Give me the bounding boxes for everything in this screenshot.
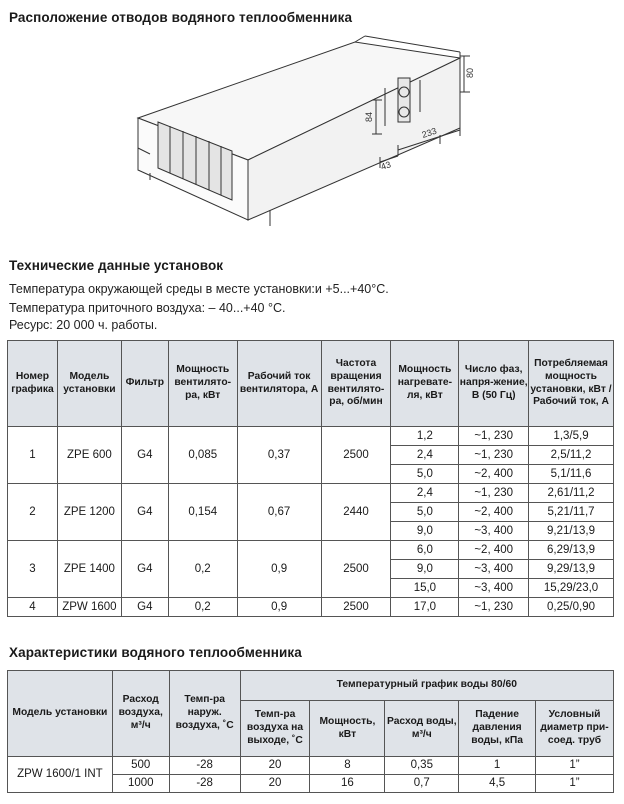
cell-airflow: 500 <box>112 757 169 775</box>
dim-84: 84 <box>364 111 374 122</box>
cell-current: 0,9 <box>237 598 321 617</box>
col-header: Число фаз, напря-жение, В (50 Гц) <box>459 341 529 427</box>
cell-filter: G4 <box>121 427 168 484</box>
dim-233: 233 <box>420 125 438 140</box>
cell-consumption: 9,29/13,9 <box>529 560 614 579</box>
col-header: Рабочий ток вентилятора, А <box>237 341 321 427</box>
cell-fan-power: 0,2 <box>168 598 237 617</box>
cell-pressure-drop: 1 <box>459 757 536 775</box>
cell-phase: ~1, 230 <box>459 484 529 503</box>
cell-model: ZPE 1400 <box>57 541 121 598</box>
cell-pipe: 1” <box>536 757 614 775</box>
cell-consumption: 0,25/0,90 <box>529 598 614 617</box>
cell-rpm: 2500 <box>321 541 391 598</box>
cell-rpm: 2500 <box>321 427 391 484</box>
table2-header-row <box>8 671 614 701</box>
col-header-out-temp: Темп-ра воздуха на выходе, ˚С <box>240 701 310 757</box>
cell-heater: 9,0 <box>391 522 459 541</box>
cell-fan-power: 0,2 <box>168 541 237 598</box>
dim-43: 43 <box>379 159 393 172</box>
cell-filter: G4 <box>121 541 168 598</box>
cell-heater: 2,4 <box>391 484 459 503</box>
section-title-heat-exchanger-layout: Расположение отводов водяного теплообменника <box>9 10 353 25</box>
tech-data-table <box>7 340 614 617</box>
col-header: Мощность нагревате-ля, кВт <box>391 341 459 427</box>
cell-model: ZPW 1600/1 INT <box>8 757 113 793</box>
col-header: Номер графика <box>8 341 58 427</box>
cell-out-temp: 20 <box>240 757 310 775</box>
cell-heater: 5,0 <box>391 465 459 484</box>
cell-model: ZPE 1200 <box>57 484 121 541</box>
cell-outdoor: -28 <box>169 757 240 775</box>
table-row <box>8 484 614 503</box>
col-header: Частота вращения вентилято-ра, об/мин <box>321 341 391 427</box>
col-header-model: Модель установки <box>8 671 113 757</box>
cell-num: 4 <box>8 598 58 617</box>
heat-exchanger-outlet-diagram <box>120 30 490 230</box>
cell-phase: ~1, 230 <box>459 446 529 465</box>
col-header-power: Мощность, кВт <box>310 701 385 757</box>
cell-phase: ~2, 400 <box>459 541 529 560</box>
cell-pipe: 1” <box>536 775 614 793</box>
cell-num: 3 <box>8 541 58 598</box>
col-header-outdoor-temp: Темп-ра наруж. воздуха, ˚С <box>169 671 240 757</box>
cell-phase: ~1, 230 <box>459 427 529 446</box>
col-header: Потребляемая мощность установки, кВт / Рабочий ток, А <box>529 341 614 427</box>
col-header-water-flow: Расход воды, м³/ч <box>385 701 459 757</box>
cell-consumption: 6,29/13,9 <box>529 541 614 560</box>
cell-phase: ~2, 400 <box>459 503 529 522</box>
cell-consumption: 9,21/13,9 <box>529 522 614 541</box>
cell-power: 8 <box>310 757 385 775</box>
col-header-pressure-drop: Падение давления воды, кПа <box>459 701 536 757</box>
cell-phase: ~1, 230 <box>459 598 529 617</box>
dim-80: 80 <box>465 67 475 78</box>
cell-airflow: 1000 <box>112 775 169 793</box>
cell-current: 0,37 <box>237 427 321 484</box>
cell-fan-power: 0,154 <box>168 484 237 541</box>
cell-rpm: 2440 <box>321 484 391 541</box>
cell-heater: 15,0 <box>391 579 459 598</box>
table1-header-row <box>8 341 614 427</box>
table-row <box>8 598 614 617</box>
cell-phase: ~3, 400 <box>459 522 529 541</box>
col-header: Фильтр <box>121 341 168 427</box>
cell-rpm: 2500 <box>321 598 391 617</box>
table-row <box>8 757 614 775</box>
cell-power: 16 <box>310 775 385 793</box>
ambient-temp-line: Температура окружающей среды в месте установки:и +5...+40°C. <box>9 282 389 296</box>
cell-heater: 17,0 <box>391 598 459 617</box>
cell-heater: 2,4 <box>391 446 459 465</box>
cell-consumption: 1,3/5,9 <box>529 427 614 446</box>
resource-line: Ресурс: 20 000 ч. работы. <box>9 318 158 332</box>
cell-filter: G4 <box>121 598 168 617</box>
cell-fan-power: 0,085 <box>168 427 237 484</box>
table-row <box>8 541 614 560</box>
cell-outdoor: -28 <box>169 775 240 793</box>
col-header-group: Температурный график воды 80/60 <box>240 671 613 701</box>
cell-heater: 6,0 <box>391 541 459 560</box>
cell-consumption: 2,61/11,2 <box>529 484 614 503</box>
cell-consumption: 2,5/11,2 <box>529 446 614 465</box>
col-header: Модель установки <box>57 341 121 427</box>
col-header: Мощность вентилято-ра, кВт <box>168 341 237 427</box>
section-title-heat-exchanger-specs: Характеристики водяного теплообменника <box>9 645 302 660</box>
cell-consumption: 5,21/11,7 <box>529 503 614 522</box>
supply-temp-line: Температура приточного воздуха: – 40...+40 °C. <box>9 301 286 315</box>
cell-phase: ~3, 400 <box>459 560 529 579</box>
heat-exchanger-table <box>7 670 614 793</box>
cell-heater: 9,0 <box>391 560 459 579</box>
cell-water-flow: 0,35 <box>385 757 459 775</box>
table-row <box>8 427 614 446</box>
col-header-airflow: Расход воздуха, м³/ч <box>112 671 169 757</box>
cell-model: ZPW 1600 <box>57 598 121 617</box>
cell-consumption: 15,29/23,0 <box>529 579 614 598</box>
cell-heater: 1,2 <box>391 427 459 446</box>
cell-heater: 5,0 <box>391 503 459 522</box>
cell-phase: ~2, 400 <box>459 465 529 484</box>
cell-phase: ~3, 400 <box>459 579 529 598</box>
cell-out-temp: 20 <box>240 775 310 793</box>
cell-current: 0,9 <box>237 541 321 598</box>
cell-water-flow: 0,7 <box>385 775 459 793</box>
cell-consumption: 5,1/11,6 <box>529 465 614 484</box>
cell-pressure-drop: 4,5 <box>459 775 536 793</box>
section-title-tech-data: Технические данные установок <box>9 258 224 273</box>
col-header-pipe-diameter: Условный диаметр при-соед. труб <box>536 701 614 757</box>
cell-current: 0,67 <box>237 484 321 541</box>
cell-filter: G4 <box>121 484 168 541</box>
cell-model: ZPE 600 <box>57 427 121 484</box>
cell-num: 1 <box>8 427 58 484</box>
cell-num: 2 <box>8 484 58 541</box>
